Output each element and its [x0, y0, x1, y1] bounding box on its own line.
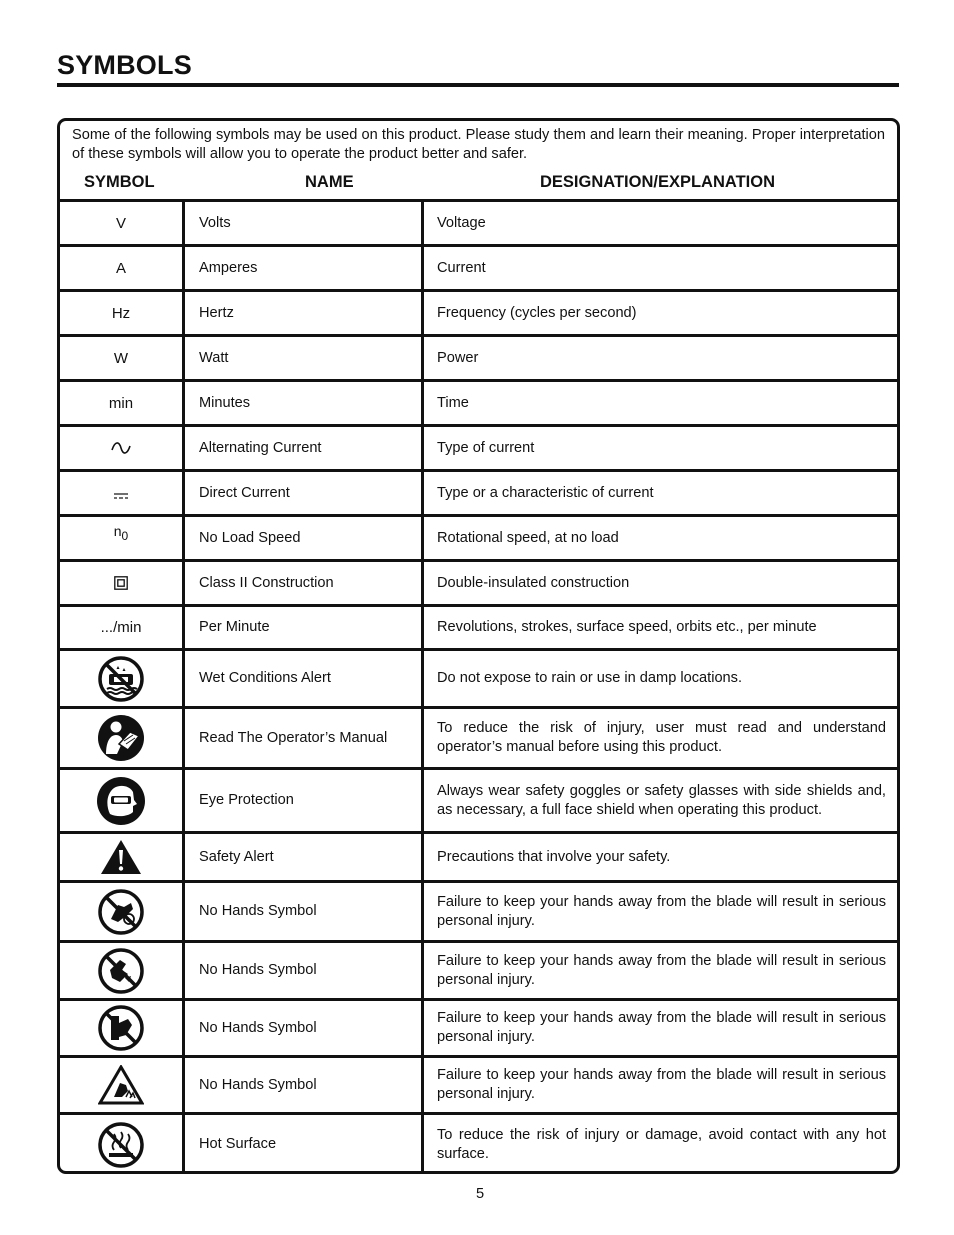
table-row [60, 1115, 897, 1174]
name-cell: Minutes [199, 394, 251, 411]
table-row [60, 472, 897, 517]
no-hands-warning-icon [98, 1065, 144, 1105]
table-row [60, 562, 897, 607]
symbol-cell: min [108, 394, 134, 412]
name-cell: Class II Construction [199, 574, 334, 591]
symbol-cell [60, 472, 182, 514]
symbol-cell [60, 1115, 182, 1174]
designation-cell: Double-insulated construction [437, 574, 630, 591]
symbol-cell [60, 1001, 182, 1055]
hot-surface-icon [98, 1122, 144, 1168]
symbol-cell: Hz [111, 304, 131, 322]
eye-protection-icon [96, 776, 146, 826]
symbol-cell [60, 770, 182, 831]
table-row [60, 943, 897, 1001]
name-cell: No Hands Symbol [199, 1076, 317, 1093]
no-hands-icon [98, 948, 144, 994]
name-cell: Hertz [199, 304, 234, 321]
name-cell: No Hands Symbol [199, 962, 317, 978]
name-cell: Amperes [199, 259, 258, 276]
symbols-table [57, 118, 900, 1174]
name-cell: Read The Operator’s Manual [199, 729, 388, 746]
page-title: SYMBOLS [57, 50, 192, 80]
alternating-current-icon [110, 441, 132, 455]
designation-cell: Always wear safety goggles or safety glasses with side shields and, as necessary, a full face shield when operating this product. [437, 782, 886, 818]
page-number: 5 [475, 1186, 485, 1202]
designation-cell: Failure to keep your hands away from the blade will result in serious personal injury. [437, 893, 886, 929]
table-row [60, 517, 897, 562]
wet-conditions-alert-icon [98, 656, 144, 702]
table-row [60, 834, 897, 883]
table-row [60, 382, 897, 427]
symbol-cell [60, 1058, 182, 1112]
name-cell: Safety Alert [199, 848, 274, 865]
table-row [60, 1001, 897, 1058]
name-cell: No Hands Symbol [199, 903, 317, 919]
table-row [60, 247, 897, 292]
symbol-cell: A [115, 259, 126, 277]
designation-cell: Frequency (cycles per second) [437, 304, 637, 321]
name-cell: Volts [199, 214, 231, 231]
designation-cell: Time [437, 394, 469, 411]
name-cell: No Load Speed [199, 529, 301, 546]
name-cell: Eye Protection [199, 792, 294, 808]
symbol-cell [60, 883, 182, 940]
symbol-cell: V [115, 214, 126, 232]
designation-cell: Failure to keep your hands away from the blade will result in serious personal injury. [437, 1067, 886, 1102]
designation-cell: To reduce the risk of injury or damage, avoid contact with any hot surface. [437, 1126, 886, 1162]
symbol-cell: .../min [100, 619, 142, 636]
designation-cell: Failure to keep your hands away from the blade will result in serious personal injury. [437, 1010, 886, 1045]
symbol-cell [60, 651, 182, 706]
designation-cell: Precautions that involve your safety. [437, 848, 671, 865]
name-cell: Watt [199, 349, 229, 366]
header-name: NAME [305, 173, 354, 191]
symbol-cell: W [113, 349, 129, 367]
table-row [60, 651, 897, 709]
header-symbol: SYMBOL [84, 173, 155, 191]
header-designation: DESIGNATION/EXPLANATION [540, 173, 775, 191]
designation-cell: Type of current [437, 439, 535, 456]
direct-current-icon [113, 492, 129, 500]
table-row [60, 427, 897, 472]
class-ii-construction-icon [114, 576, 128, 590]
name-cell: Direct Current [199, 484, 290, 501]
title-rule [57, 83, 899, 87]
read-manual-icon [97, 714, 145, 762]
designation-cell: To reduce the risk of injury, user must read and understand operator’s manual before using this product. [437, 720, 886, 755]
safety-alert-icon [100, 839, 142, 875]
table-row [60, 607, 897, 651]
symbol-cell [60, 709, 182, 767]
table-row [60, 337, 897, 382]
table-row [60, 202, 897, 247]
no-hands-icon [98, 1005, 144, 1051]
designation-cell: Failure to keep your hands away from the blade will result in serious personal injury. [437, 952, 886, 988]
symbol-cell [60, 943, 182, 998]
designation-cell: Voltage [437, 214, 486, 231]
designation-cell: Do not expose to rain or use in damp locations. [437, 670, 743, 686]
name-cell: Wet Conditions Alert [199, 670, 331, 686]
name-cell: Hot Surface [199, 1136, 277, 1152]
designation-cell: Power [437, 349, 479, 366]
intro-text: Some of the following symbols may be used on this product. Please study them and learn their meaning. Proper interpretation of these symbols will allow you to operate the product better and safer. [72, 127, 885, 162]
designation-cell: Revolutions, strokes, surface speed, orbits etc., per minute [437, 619, 817, 635]
no-load-speed-symbol: $n_0$ [113, 523, 129, 543]
designation-cell: Type or a characteristic of current [437, 484, 654, 501]
no-hands-icon [98, 889, 144, 935]
name-cell: Alternating Current [199, 439, 322, 456]
name-cell: No Hands Symbol [199, 1019, 317, 1036]
designation-cell: Current [437, 259, 486, 276]
table-row [60, 709, 897, 770]
symbol-cell [60, 517, 182, 559]
symbol-cell [60, 834, 182, 880]
table-row [60, 770, 897, 834]
symbol-cell [60, 562, 182, 604]
designation-cell: Rotational speed, at no load [437, 529, 619, 546]
table-row [60, 883, 897, 943]
table-row [60, 292, 897, 337]
table-row [60, 1058, 897, 1115]
symbol-cell [60, 427, 182, 469]
name-cell: Per Minute [199, 619, 270, 635]
